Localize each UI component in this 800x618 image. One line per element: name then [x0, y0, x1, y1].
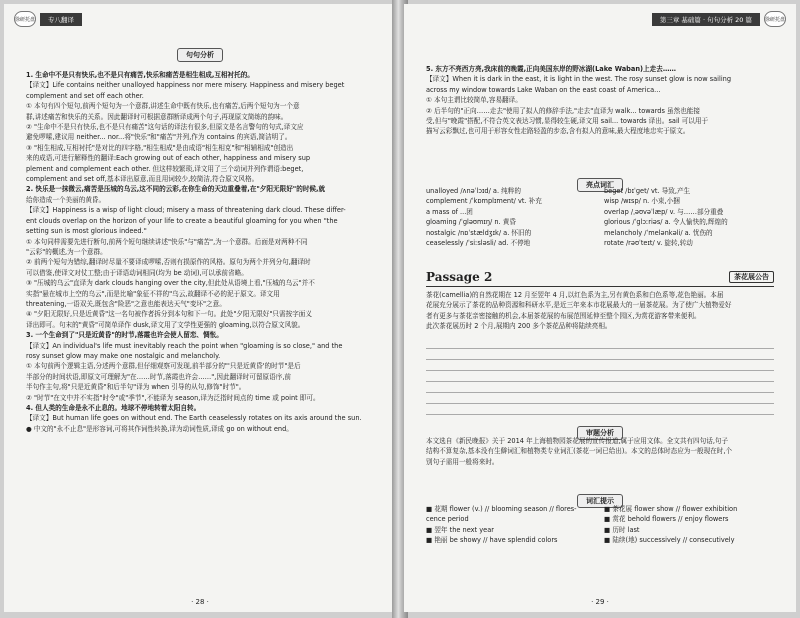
- text-line: 群,讲述痛苦和快乐的关系。因此翻译时可根据意群断译成两个句子,再现原文简练的韵味。: [26, 112, 288, 121]
- text-line: beget /bɪˈɡet/ vt. 导致,产生: [604, 187, 691, 195]
- text-line: 可以借鉴,使译文对仗工整;由于译语动词相同(均为 be 动词),可以承前省略。: [26, 268, 248, 277]
- text-line: across my window towards Lake Waban on the east coast of America...: [426, 85, 661, 94]
- hints-left-column: [426, 504, 596, 546]
- text-line: ■ 陆续(地) successively // consecutively: [604, 536, 735, 545]
- hint-title: 词汇提示: [577, 494, 623, 508]
- text-line: complement and set off,基本译出原意,而且用词较少,较简洁,符合原文风格。: [26, 175, 259, 184]
- passage-tag: 茶花展公告: [729, 271, 774, 283]
- text-line: 此次茶花展历时 2 个月,展期内 200 多个茶花品种将陆续亮相。: [426, 322, 612, 331]
- text-line: ④ "夕阳无限好,只是近黄昏"这一名句被作者拆分到本句和下一句。此处"夕阳无限好"只需按字面义: [26, 310, 312, 319]
- text-line: 【译文】Happiness is a wisp of light cloud; misery a mass of threatening dark cloud. These differ-: [26, 206, 346, 215]
- vocab-grid: [426, 186, 774, 248]
- text-line: ① 本句同样需要先进行断句,前两个短句继续讲述"快乐"与"痛苦",为一个意群。后面是对两种不同: [26, 237, 308, 246]
- text-line: 2. 快乐是一抹微云,痛苦是压城的乌云,这不同的云彩,在你生命的天边重叠着,在"夕阳无限好"的时候,就: [26, 185, 326, 194]
- publisher-logo-right: 徐研托盘: [764, 11, 786, 27]
- left-page: [4, 4, 396, 612]
- text-line: 结构不算复杂,基本没有生僻词汇和植物类专业词汇(茶花一词已给出)。本文的总体时态应为一般现在时,个: [426, 447, 733, 456]
- text-line: 【译文】When it is dark in the east, it is light in the west. The rosy sunset glow is now sailing: [426, 75, 732, 84]
- vocab-left-column: [426, 186, 596, 248]
- publisher-logo: 徐研托盘: [14, 11, 36, 27]
- analysis-text: [426, 436, 774, 467]
- left-header: [14, 10, 82, 28]
- text-line: a mass of ...团: [426, 207, 473, 216]
- text-line: ③ "相生相成,互相衬托"是对比的四字格,"相生相成"是由成语"相生相克"和"相辅相成"创造出: [26, 143, 294, 152]
- text-line: 3. 一个生命到了"只是近黄昏"的时节,落霞也许会使人留恋、惆怅。: [26, 331, 223, 340]
- text-line: ent clouds overlap on the horizon of your life to create a beautiful gloaming for you when "the: [26, 216, 338, 225]
- right-header: [652, 10, 786, 28]
- text-line: 半句作主句,将"只是近黄昏"和后半句"译为 when 引导的从句,修饰"时节"。: [26, 383, 246, 392]
- chapter-tag: 专八翻译: [40, 13, 82, 26]
- text-line: 【译文】An individual's life must inevitably reach the point when "gloaming is so close," and the: [26, 341, 343, 350]
- text-line: ■ 茶花展 flower show // flower exhibition: [604, 505, 738, 513]
- text-line: 半部分的时间状语,即原文可理解为"在……时节,落霞也许会……",因此翻译时可留原语序,前: [26, 372, 292, 381]
- page-number-right: · 29 ·: [591, 598, 609, 606]
- text-line: 描写云彩飘过,也可用于形容女性走路轻盈的步态,含有拟人的意味,最大程度地忠实于原文。: [426, 127, 690, 136]
- text-line: 避免啰嗦,建议用 neither... nor...将"快乐"和"痛苦"并列,作为 contains 的宾语,简洁明了。: [26, 133, 292, 142]
- text-line: cence period: [426, 515, 469, 524]
- text-line: setting sun is most glorious indeed.": [26, 227, 147, 236]
- text-line: "云彩"的概述,为一个意群。: [26, 247, 107, 256]
- text-line: 茶花(camellia)的自然花期在 12 月至翌年 4 月,以红色系为主,另有黄色系和白色系等,花色艳丽。本届: [426, 291, 724, 299]
- text-line: ■ 花期 flower (v.) // blooming season // flores-: [426, 505, 577, 513]
- text-line: ■ 艳丽 be showy // have splendid colors: [426, 536, 558, 545]
- text-line: ■ 历时 last: [604, 525, 640, 534]
- hint-grid: [426, 504, 774, 546]
- passage-text: [426, 290, 774, 332]
- section-header-wrap: [4, 42, 396, 62]
- text-line: ② 后半句的"正向……走去"使用了拟人的修辞手法,"走去"直译为 walk... towards 虽然也能接: [426, 106, 700, 115]
- text-line: 实指"悬在城市上空的乌云",而是比喻"象征不祥的"乌云,故翻译不必的泥于原文。译文用: [26, 289, 280, 298]
- passage-title: Passage 2: [426, 270, 493, 284]
- text-line: threatening,一语双关,既包含"险恶"之意也能表达天气"变坏"之意。: [26, 299, 226, 308]
- right-top-text: [426, 64, 774, 137]
- analysis-title: 审题分析: [577, 426, 623, 440]
- hints-right-column: [604, 504, 774, 546]
- text-line: 者有更多与茶花亲密接触的机会,本届茶花展的布展范围延伸至整个园区,为赏花游客带来便利。: [426, 311, 701, 320]
- text-line: ② 前两个短句为错综,翻译时尽量不要译成啰嗦,否则有损原作的风格。原句为两个并列分句,翻译时: [26, 258, 311, 267]
- text-line: 受,但与"晚霞"搭配,不符合英文表达习惯,显得较生硬,译文用 sail... towards 译出。sail 可以用于: [426, 117, 709, 126]
- text-line: ● 中文的"永不止息"是形容词,可将其作词性转换,译为动词性质,译成 go on without end。: [26, 424, 293, 433]
- text-line: ① 本句前两个逻辑主语,分述两个意群,但仔细观察可发现,前半部分的"'只是近黄昏'的时节"是后: [26, 362, 301, 371]
- text-line: ■ 翌年 the next year: [426, 525, 494, 534]
- text-line: 5. 东方不亮西方亮,我床前的晚霞,正向美国东岸的野冰湖(Lake Waban)上走去……: [426, 65, 677, 73]
- text-line: 【译文】But human life goes on without end. The Earth ceaselessly rotates on its axis around the sun.: [26, 414, 362, 423]
- text-line: unalloyed /ʌnəˈlɔɪd/ a. 纯粹的: [426, 187, 521, 195]
- text-line: 别句子需用一般将来时。: [426, 457, 499, 466]
- text-line: 【译文】Life contains neither unalloyed happiness nor mere misery. Happiness and misery beget: [26, 81, 345, 90]
- text-line: 本文选自《新民晚报》关于 2014 年上海植物园茶花展的宣传报道,属于应用文体。全文共有四句话,句子: [426, 437, 729, 445]
- text-line: wisp /wɪsp/ n. 小束,小捆: [604, 197, 680, 206]
- text-line: rosy sunset glow may make one nostalgic and melancholy.: [26, 351, 221, 360]
- text-line: ① 本句主谓比较简单,容易翻译。: [426, 96, 522, 105]
- text-line: melancholy /ˈmelənkəli/ a. 忧伤的: [604, 228, 713, 237]
- passage-header: [426, 270, 774, 287]
- left-body-text: [26, 70, 374, 434]
- text-line: ceaselessly /ˈsiːsləsli/ ad. 不停地: [426, 239, 531, 248]
- text-line: complement and set off each other.: [26, 91, 144, 100]
- text-line: glorious /ˈɡlɔːriəs/ a. 令人愉快的,辉煌的: [604, 218, 728, 227]
- chapter-band: 第三章 基础篇 · 句句分析 20 篇: [652, 13, 760, 26]
- vocab-right-column: [604, 186, 774, 248]
- text-line: 来的成语,可进行解释性的翻译:Each growing out of each other, happiness and misery sup: [26, 154, 311, 163]
- text-line: overlap /ˌəʊvəˈlæp/ v. 与……部分重叠: [604, 207, 724, 216]
- text-line: rotate /rəʊˈteɪt/ v. 旋转,转动: [604, 239, 693, 248]
- text-line: 1. 生命中不是只有快乐,也不是只有痛苦,快乐和痛苦是相生相成,互相衬托的。: [26, 71, 254, 79]
- page-number-left: · 28 ·: [191, 598, 209, 606]
- text-line: nostalgic /nɒˈstældʒɪk/ a. 怀旧的: [426, 228, 532, 237]
- text-line: 译出即可。句末的"黄昏"可简单译作 dusk,译文用了文学性更强的 gloaming,以符合原文风貌。: [26, 320, 305, 329]
- vocab-title: 亮点词汇: [577, 178, 623, 192]
- text-line: ③ "压城的乌云"直译为 dark clouds hanging over the city,但此处从语境上看,"压城的乌云"并不: [26, 279, 315, 288]
- section-title: 句句分析: [177, 48, 223, 62]
- text-line: complement /ˈkɒmplɪment/ vt. 补充: [426, 197, 542, 206]
- text-line: 花展充分展示了茶花的品种资源和科研水平,是近三年来本市花展最大的一届茶花展。为了使广大植物爱好: [426, 301, 732, 310]
- text-line: ■ 赏花 behold flowers // enjoy flowers: [604, 515, 729, 524]
- text-line: ② "时节"在文中并不实指"时令"或"季节",不能译为 season,译为泛指时间点的 time 或 point 即可。: [26, 393, 320, 402]
- text-line: ① 本句有四个短句,前两个短句为一个意群,讲述生命中既有快乐,也有痛苦,后两个短句为一个意: [26, 102, 300, 111]
- text-line: ② "生命中不是只有快乐,也不是只有痛苦"这句话的译法有很多,但原文是名言警句的句式,译文应: [26, 123, 304, 132]
- text-line: gloaming /ˈɡləʊmɪŋ/ n. 黄昏: [426, 218, 516, 227]
- writing-lines: [426, 338, 774, 415]
- text-line: 4. 但人类的生命是永不止息的。地球不停地转着太阳自转。: [26, 404, 201, 412]
- text-line: plement and complement each other. 但这样较繁琐,译文用了三个动词并列作谓语:beget,: [26, 164, 304, 173]
- right-page: [404, 4, 796, 612]
- text-line: 给你造成一个美丽的黄昏。: [26, 195, 106, 204]
